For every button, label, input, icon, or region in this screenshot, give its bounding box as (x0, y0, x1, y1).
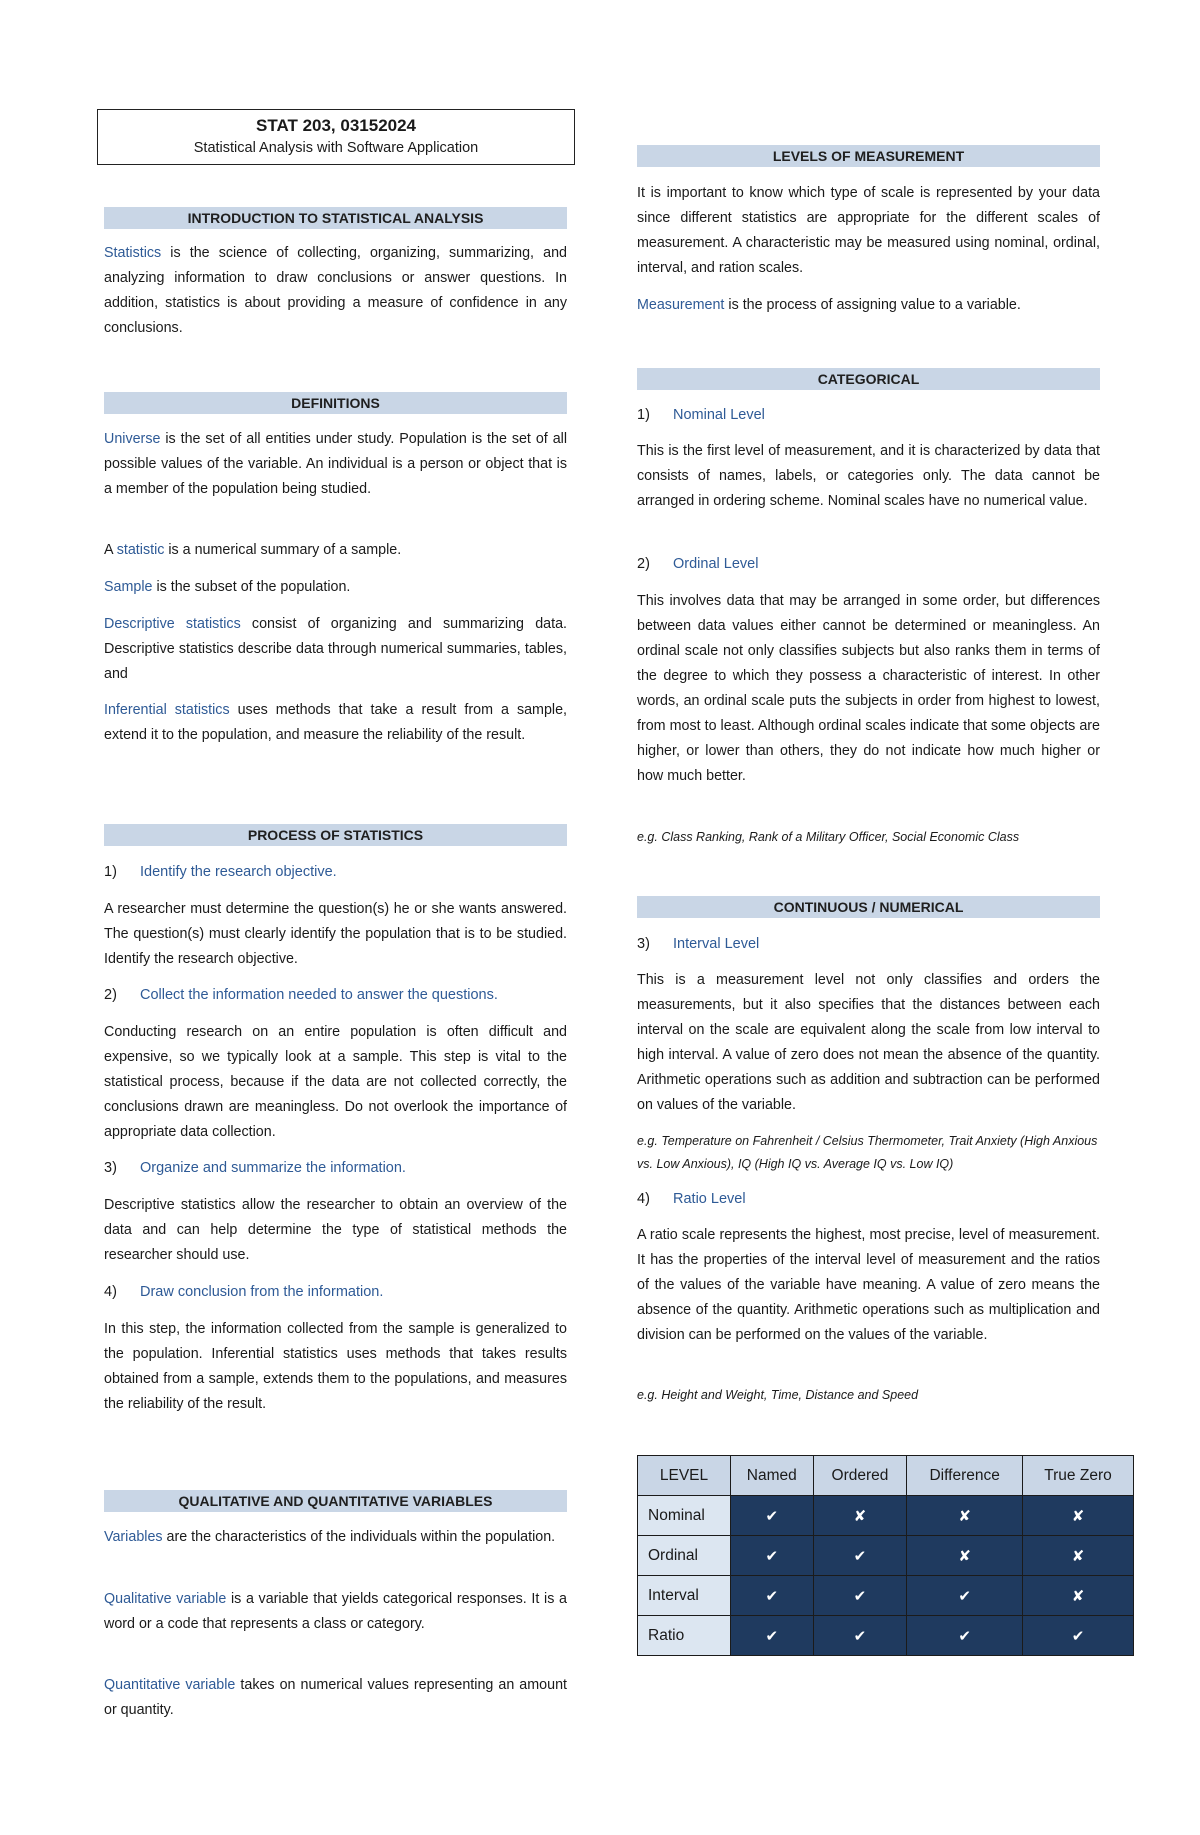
table-header-row (638, 1456, 1134, 1496)
quantitative-paragraph: Quantitative variable takes on numerical values representing an amount or quantity. (104, 1677, 567, 1718)
table-cell: ✘ (907, 1536, 1023, 1576)
ratio-level-heading: 4) Ratio Level (637, 1191, 746, 1207)
table-row (638, 1576, 1134, 1616)
section-heading-variables: QUALITATIVE AND QUANTITATIVE VARIABLES (104, 1490, 567, 1512)
process-step-title: Draw conclusion from the information. (140, 1284, 384, 1300)
table-cell: ✘ (1023, 1496, 1134, 1536)
process-step-2: 2) Collect the information needed to answer the questions. (104, 987, 498, 1003)
section-heading-definitions: DEFINITIONS (104, 392, 567, 414)
ordinal-example: e.g. Class Ranking, Rank of a Military Officer, Social Economic Class (637, 830, 1020, 844)
table-header-cell: Named (731, 1456, 814, 1496)
table-cell: ✔ (907, 1576, 1023, 1616)
term-universe: Universe (104, 431, 161, 447)
table-row (638, 1616, 1134, 1656)
table-row-label: Nominal (638, 1496, 731, 1536)
inferential-paragraph: Inferential statistics uses methods that take a result from a sample, extend it to the population, and measure the reliability of the result. (104, 702, 568, 743)
interval-level-text: This is a measurement level not only classifies and orders the measurements, but it also specifies that the distances between each interval on the scale are equivalent along the scale from low interval to high interval. A value of zero does not mean the absence of the quantity. Arithmetic operations such as addition and subtraction can be performed on values of the variable. (637, 972, 1100, 1113)
document-subtitle: Statistical Analysis with Software Application (193, 140, 479, 156)
sample-paragraph: Sample is the subset of the population. (104, 579, 351, 595)
section-heading-categorical: CATEGORICAL (637, 368, 1100, 390)
table-row-label: Ordinal (638, 1536, 731, 1576)
table-row (638, 1496, 1134, 1536)
term-descriptive-statistics: Descriptive statistics (104, 616, 241, 632)
process-step-3: 3) Organize and summarize the information. (104, 1160, 406, 1176)
table-header-cell: Ordered (813, 1456, 907, 1496)
table-cell: ✔ (1023, 1616, 1134, 1656)
nominal-level-heading: 1) Nominal Level (637, 407, 765, 423)
table-row-label: Interval (638, 1576, 731, 1616)
table-row-label: Ratio (638, 1616, 731, 1656)
ordinal-level-heading: 2) Ordinal Level (637, 556, 759, 572)
statistic-paragraph: A statistic is a numerical summary of a sample. (104, 542, 402, 558)
section-heading-process: PROCESS OF STATISTICS (104, 824, 567, 846)
process-step-title: Organize and summarize the information. (140, 1160, 406, 1176)
table-cell: ✔ (731, 1576, 814, 1616)
ratio-example: e.g. Height and Weight, Time, Distance and Speed (637, 1388, 919, 1402)
process-step-text: In this step, the information collected from the sample is generalized to the population. Inferential statistics uses methods that takes results obtained from a sample, extends them to the populations, and measures the reliability of the result. (104, 1321, 567, 1412)
process-step-title: Collect the information needed to answer the questions. (140, 987, 498, 1003)
table-row (638, 1536, 1134, 1576)
table-cell: ✔ (731, 1616, 814, 1656)
term-qualitative-variable: Qualitative variable (104, 1591, 227, 1607)
descriptive-paragraph: Descriptive statistics consist of organizing and summarizing data. Descriptive statistics describe data through numerical summaries, tables, and (104, 616, 567, 682)
table-cell: ✘ (1023, 1576, 1134, 1616)
process-step-4: 4) Draw conclusion from the information. (104, 1284, 384, 1300)
qualitative-paragraph: Qualitative variable is a variable that yields categorical responses. It is a word or a code that represents a class or category. (104, 1591, 567, 1632)
term-inferential-statistics: Inferential statistics (104, 702, 230, 718)
variables-paragraph: Variables are the characteristics of the individuals within the population. (104, 1529, 556, 1545)
ordinal-level-text: This involves data that may be arranged in some order, but differences between data values either cannot be determined or meaningless. An ordinal scale not only classifies subjects but also ranks them in terms of the degree to which they possess a characteristic of interest. In other words, an ordinal scale puts the subjects in order from highest to lowest, from most to least. Although ordinal scales indicate that some objects are higher, or lower than others, they do not indicate how much higher or how much better. (637, 593, 1100, 784)
process-step-text: Conducting research on an entire population is often difficult and expensive, so we typically look at a sample. This step is vital to the statistical process, because if the data are not collected correctly, the conclusions drawn are meaningless. Do not overlook the importance of appropriate data collection. (104, 1024, 567, 1140)
table-cell: ✔ (731, 1536, 814, 1576)
term-quantitative-variable: Quantitative variable (104, 1677, 236, 1693)
document-title-box (97, 109, 575, 165)
levels-paragraph: It is important to know which type of scale is represented by your data since different statistics are appropriate for the different scales of measurement. A characteristic may be measured using nominal, ordinal, interval, and ration scales. (637, 185, 1100, 276)
term-measurement: Measurement (637, 297, 725, 313)
document-title: STAT 203, 03152024 (255, 116, 417, 135)
table-header-cell: True Zero (1023, 1456, 1134, 1496)
term-sample: Sample (104, 579, 153, 595)
interval-level-heading: 3) Interval Level (637, 936, 760, 952)
term-variables: Variables (104, 1529, 163, 1545)
process-step-text: A researcher must determine the question(s) he or she wants answered. The question(s) must clearly identify the population that is to be studied. Identify the research objective. (104, 901, 567, 967)
table-cell: ✘ (813, 1496, 907, 1536)
process-step-text: Descriptive statistics allow the researcher to obtain an overview of the data and can help determine the type of statistical methods the researcher should use. (104, 1197, 567, 1263)
nominal-level-text: This is the first level of measurement, and it is characterized by data that consists of names, labels, or categories only. The data cannot be arranged in ordering scheme. Nominal scales have no numerical value. (637, 443, 1100, 509)
intro-paragraph: Statistics is the science of collecting, organizing, summarizing, and analyzing information to draw conclusions or answer questions. In addition, statistics is about providing a measure of confidence in any conclusions. (104, 245, 567, 336)
table-cell: ✔ (813, 1536, 907, 1576)
section-heading-continuous: CONTINUOUS / NUMERICAL (637, 896, 1100, 918)
term-statistic: statistic (116, 542, 165, 558)
universe-paragraph: Universe is the set of all entities under study. Population is the set of all possible values of the variable. An individual is a person or object that is a member of the population being studied. (104, 431, 567, 497)
table-cell: ✔ (813, 1616, 907, 1656)
section-heading-intro: INTRODUCTION TO STATISTICAL ANALYSIS (104, 207, 567, 229)
process-step-title: Identify the research objective. (140, 864, 337, 880)
measurement-paragraph: Measurement is the process of assigning value to a variable. (637, 297, 1021, 313)
table-cell: ✘ (907, 1496, 1023, 1536)
interval-example: e.g. Temperature on Fahrenheit / Celsius Thermometer, Trait Anxiety (High Anxious vs. Low Anxious), IQ (High IQ vs. Average IQ vs. Low IQ) (637, 1134, 1098, 1171)
section-heading-levels: LEVELS OF MEASUREMENT (637, 145, 1100, 167)
table-header-cell: LEVEL (638, 1456, 731, 1496)
table-cell: ✔ (813, 1576, 907, 1616)
table-cell: ✘ (1023, 1536, 1134, 1576)
term-statistics: Statistics (104, 245, 162, 261)
process-step-1: 1) Identify the research objective. (104, 864, 337, 880)
levels-of-measurement-table (637, 1455, 1134, 1656)
table-cell: ✔ (731, 1496, 814, 1536)
table-header-cell: Difference (907, 1456, 1023, 1496)
ratio-level-text: A ratio scale represents the highest, most precise, level of measurement. It has the properties of the interval level of measurement and the ratios of the values of the variable have meaning. A value of zero means the absence of the quantity. Arithmetic operations such as multiplication and division can be performed on the values of the variable. (637, 1227, 1100, 1343)
table-cell: ✔ (907, 1616, 1023, 1656)
